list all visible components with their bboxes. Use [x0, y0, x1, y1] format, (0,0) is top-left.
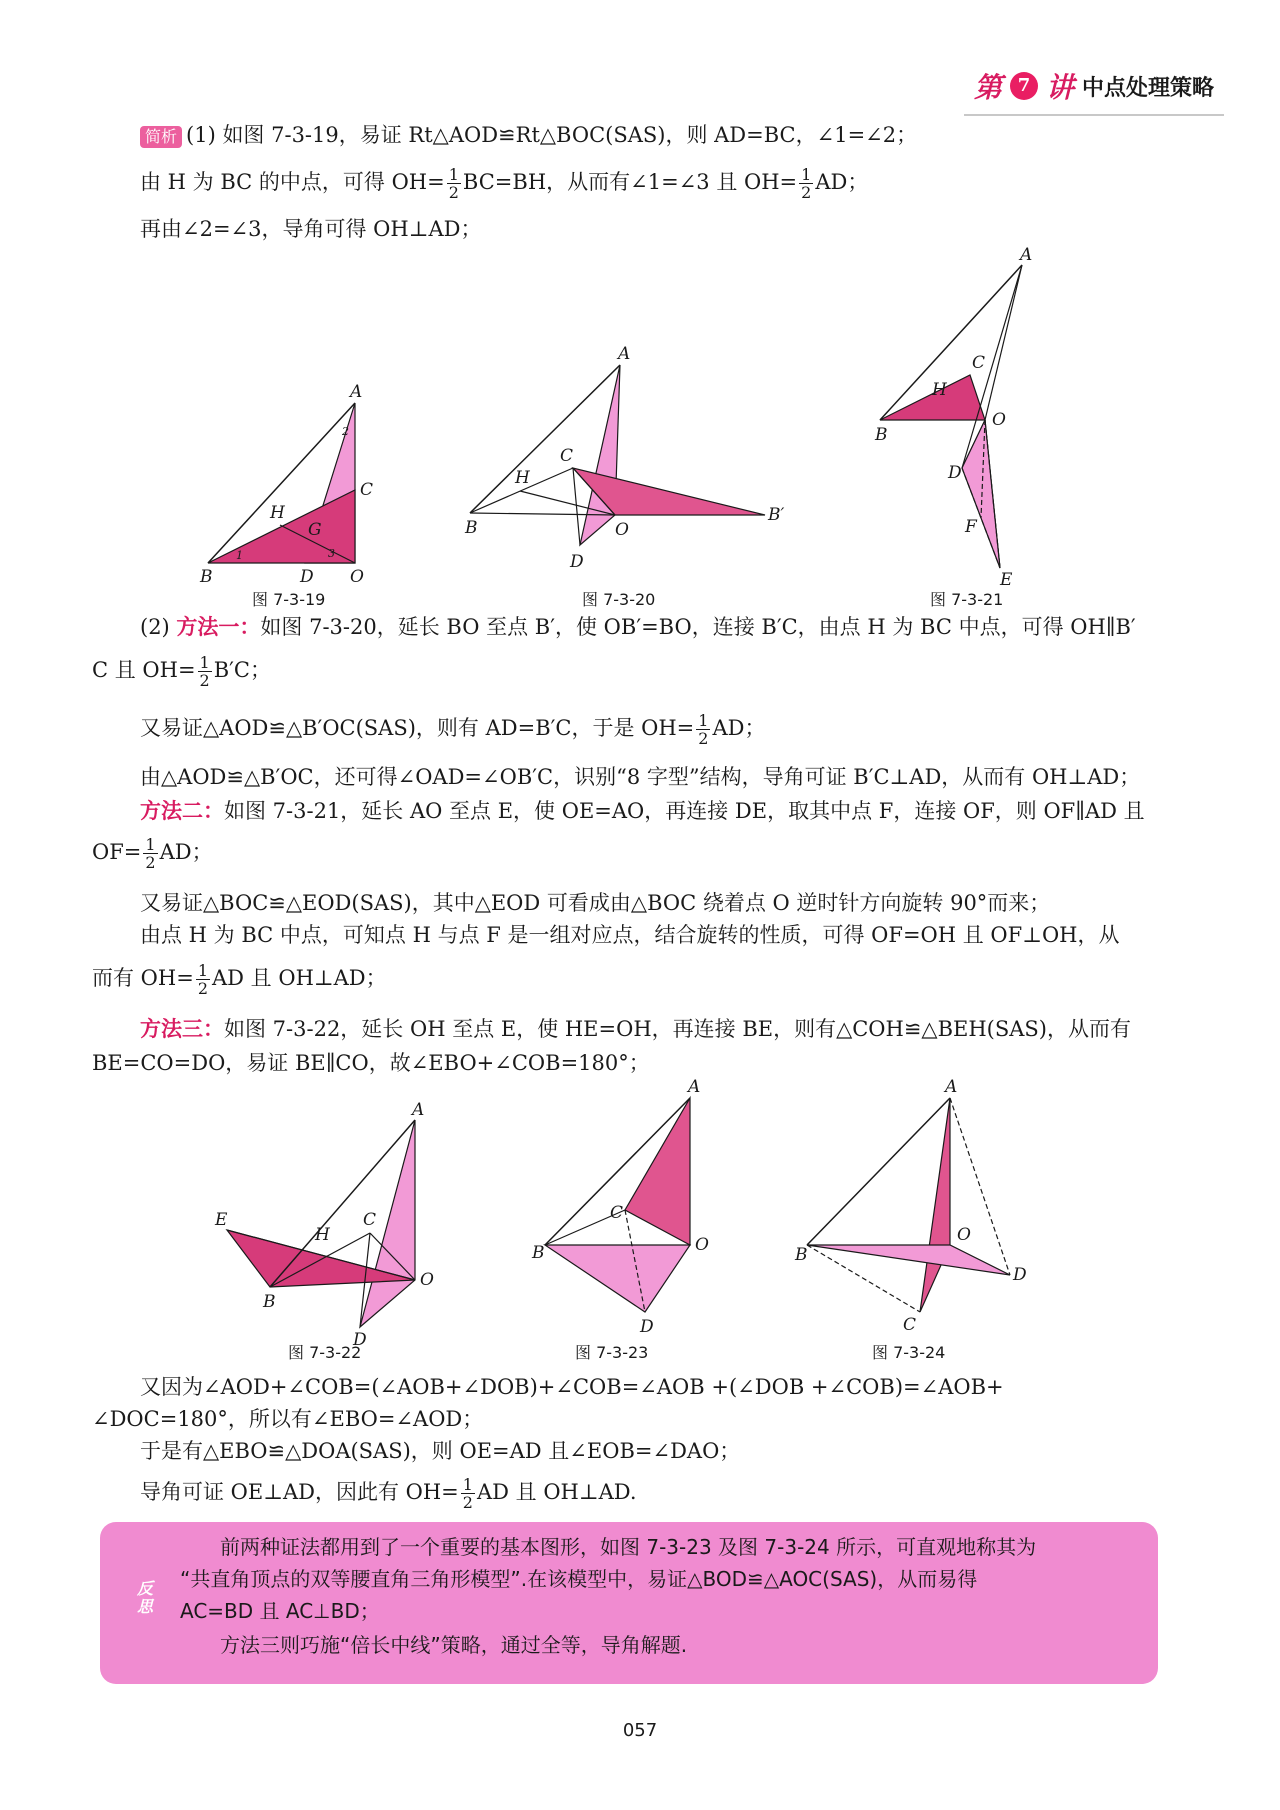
reflection-box	[100, 1522, 1158, 1684]
figure-7-3-24	[795, 1077, 1045, 1340]
label-h: H	[515, 468, 530, 488]
label-c: C	[560, 446, 574, 466]
label-o: O	[992, 410, 1006, 430]
triangle-aod	[580, 365, 620, 545]
method-two-label: 方法二：	[140, 799, 224, 823]
triangle-aoc	[920, 1098, 950, 1312]
text-l6a: 又易证△AOD≌△B′OC(SAS)，则有 AD=B′C，于是 OH=	[140, 716, 695, 740]
text-line-4	[140, 612, 1190, 642]
text-line-10: 又易证△BOC≌△EOD(SAS)，其中△EOD 可看成由△BOC 绕着点 O 逆时针方向旋转 90°而来；	[140, 891, 1051, 915]
figure-7-3-20	[460, 345, 800, 585]
reflection-line-1: 前两种证法都用到了一个重要的基本图形，如图 7-3-23 及图 7-3-24 所示，可直观地称其为	[220, 1535, 1037, 1559]
lecture-ordinal: 第	[973, 71, 1002, 104]
reflection-label: 反思	[136, 1579, 153, 1616]
angle-label-1: 1	[236, 549, 243, 562]
label-h: H	[270, 503, 285, 523]
label-d: D	[1013, 1265, 1027, 1285]
fraction: $\frac{1}{2}$	[145, 835, 156, 872]
text-l12a: 而有 OH=	[92, 966, 194, 990]
label-c: C	[610, 1203, 624, 1223]
label-a: A	[618, 344, 631, 364]
label-g: G	[308, 520, 322, 540]
label-h: H	[315, 1225, 330, 1245]
reflection-line-4: 方法三则巧施“倍长中线”策略，通过全等，导角解题.	[220, 1633, 688, 1657]
figure-7-3-19	[200, 382, 380, 587]
text-line-5	[92, 654, 1190, 689]
figure-7-3-23	[520, 1077, 720, 1340]
text-l18b: AD 且 OH⊥AD.	[476, 1480, 637, 1504]
text-l4b: 如图 7-3-20，延长 BO 至点 B′，使 OB′=BO，连接 B′C，由点 H 为 BC 中点，可得 OH∥B′	[260, 615, 1136, 639]
fraction: $\frac{1}{2}$	[801, 165, 812, 202]
fraction: $\frac{1}{2}$	[462, 1475, 473, 1512]
text-line-9	[92, 836, 1190, 871]
label-o: O	[350, 567, 364, 587]
label-o: O	[615, 520, 629, 540]
lecture-suffix: 讲	[1045, 71, 1074, 104]
text-l6b: AD；	[712, 716, 766, 740]
text-line-17: 于是有△EBO≌△DOA(SAS)，则 OE=AD 且∠EOB=∠DAO；	[140, 1439, 741, 1463]
figure-7-3-21	[870, 245, 1080, 590]
label-e: E	[215, 1210, 228, 1230]
label-o: O	[420, 1270, 434, 1290]
text-l5a: C 且 OH=	[92, 658, 196, 682]
text-l9a: OF=	[92, 840, 142, 864]
text-line-7: 由△AOD≌△B′OC，还可得∠OAD=∠OB′C，识别“8 字型”结构，导角可证 B′C⊥AD，从而有 OH⊥AD；	[140, 765, 1141, 789]
label-f: F	[965, 517, 977, 537]
triangle-aoc	[625, 1098, 690, 1245]
label-c: C	[903, 1315, 917, 1335]
reflection-line-2: “共直角顶点的双等腰直角三角形模型”.在该模型中，易证△BOD≌△AOC(SAS)，从而易得	[180, 1567, 978, 1591]
fraction: $\frac{1}{2}$	[448, 165, 459, 202]
label-a: A	[1020, 245, 1033, 265]
reflection-line-3: AC=BD 且 AC⊥BD；	[180, 1599, 380, 1623]
label-d: D	[948, 463, 962, 483]
text-line-15: 又因为∠AOD+∠COB=(∠AOB+∠DOB)+∠COB=∠AOB +(∠DOB +∠COB)=∠AOB+	[140, 1375, 1004, 1399]
angle-label-2: 2	[342, 425, 349, 438]
angle-label-3: 3	[328, 547, 335, 560]
label-e: E	[1000, 570, 1013, 590]
lecture-number-badge: 7	[1010, 72, 1038, 100]
text-line-13	[140, 1014, 1190, 1044]
label-c: C	[972, 353, 986, 373]
label-a: A	[412, 1100, 425, 1120]
text-l18a: 导角可证 OE⊥AD，因此有 OH=	[140, 1480, 459, 1504]
label-b: B	[263, 1292, 276, 1312]
text-l2b: BC=BH，从而有∠1=∠3 且 OH=	[462, 170, 798, 194]
label-b-prime: B′	[768, 505, 785, 525]
lecture-header	[974, 66, 1214, 106]
figure-7-3-22	[215, 1100, 455, 1350]
text-line-12	[92, 962, 1190, 997]
caption-7-3-22: 图 7-3-22	[288, 1343, 362, 1362]
label-b: B	[200, 567, 213, 587]
label-b: B	[875, 425, 888, 445]
text-l2c: AD；	[815, 170, 869, 194]
label-o: O	[957, 1225, 971, 1245]
triangle-bod	[807, 1245, 1010, 1275]
text-l13: 如图 7-3-22，延长 OH 至点 E，使 HE=OH，再连接 BE，则有△COH≌△BEH(SAS)，从而有	[224, 1017, 1131, 1041]
text-l12b: AD 且 OH⊥AD；	[212, 966, 387, 990]
label-a: A	[688, 1077, 701, 1097]
text-line-8	[140, 796, 1190, 826]
label-d: D	[300, 567, 314, 587]
label-d: D	[640, 1317, 654, 1337]
label-b: B	[532, 1243, 545, 1263]
text-l1: (1) 如图 7-3-19，易证 Rt△AOD≌Rt△BOC(SAS)，则 AD=BC，∠1=∠2；	[186, 123, 918, 147]
text-l9b: AD；	[159, 840, 213, 864]
fraction: $\frac{1}{2}$	[197, 961, 208, 998]
text-line-3: 再由∠2=∠3，导角可得 OH⊥AD；	[140, 217, 482, 241]
label-c: C	[363, 1210, 377, 1230]
text-line-18	[140, 1476, 1190, 1511]
text-line-14: BE=CO=DO，易证 BE∥CO，故∠EBO+∠COB=180°；	[92, 1051, 650, 1075]
label-d: D	[570, 552, 584, 572]
text-l8: 如图 7-3-21，延长 AO 至点 E，使 OE=AO，再连接 DE，取其中点 F，连接 OF，则 OF∥AD 且	[224, 799, 1145, 823]
header-rule	[964, 114, 1224, 116]
lecture-title: 中点处理策略	[1081, 75, 1214, 101]
caption-7-3-21: 图 7-3-21	[930, 590, 1004, 609]
text-l2a: 由 H 为 BC 的中点，可得 OH=	[140, 170, 445, 194]
text-l4a: (2)	[140, 615, 177, 639]
fraction: $\frac{1}{2}$	[698, 711, 709, 748]
label-h: H	[932, 380, 947, 400]
text-line-16: ∠DOC=180°，所以有∠EBO=∠AOD；	[92, 1407, 484, 1431]
text-l5b: B′C；	[213, 658, 272, 682]
caption-7-3-23: 图 7-3-23	[575, 1343, 649, 1362]
caption-7-3-19: 图 7-3-19	[252, 590, 326, 609]
caption-7-3-20: 图 7-3-20	[582, 590, 656, 609]
caption-7-3-24: 图 7-3-24	[872, 1343, 946, 1362]
analysis-tag: 简析	[140, 126, 182, 148]
method-three-label: 方法三：	[140, 1017, 224, 1041]
fraction: $\frac{1}{2}$	[199, 653, 210, 690]
label-b: B	[795, 1245, 808, 1265]
label-b: B	[465, 518, 478, 538]
text-line-11: 由点 H 为 BC 中点，可知点 H 与点 F 是一组对应点，结合旋转的性质，可得 OF=OH 且 OF⊥OH，从	[140, 923, 1120, 947]
method-one-label: 方法一：	[176, 615, 261, 639]
text-line-1	[140, 120, 1190, 150]
text-line-6	[140, 712, 1190, 747]
label-a: A	[945, 1077, 958, 1097]
text-line-2	[140, 166, 1190, 201]
triangle-bod	[545, 1245, 690, 1312]
label-o: O	[695, 1235, 709, 1255]
label-c: C	[360, 480, 374, 500]
label-d: D	[353, 1330, 367, 1350]
page-number: 057	[622, 1720, 658, 1741]
label-a: A	[350, 382, 363, 402]
